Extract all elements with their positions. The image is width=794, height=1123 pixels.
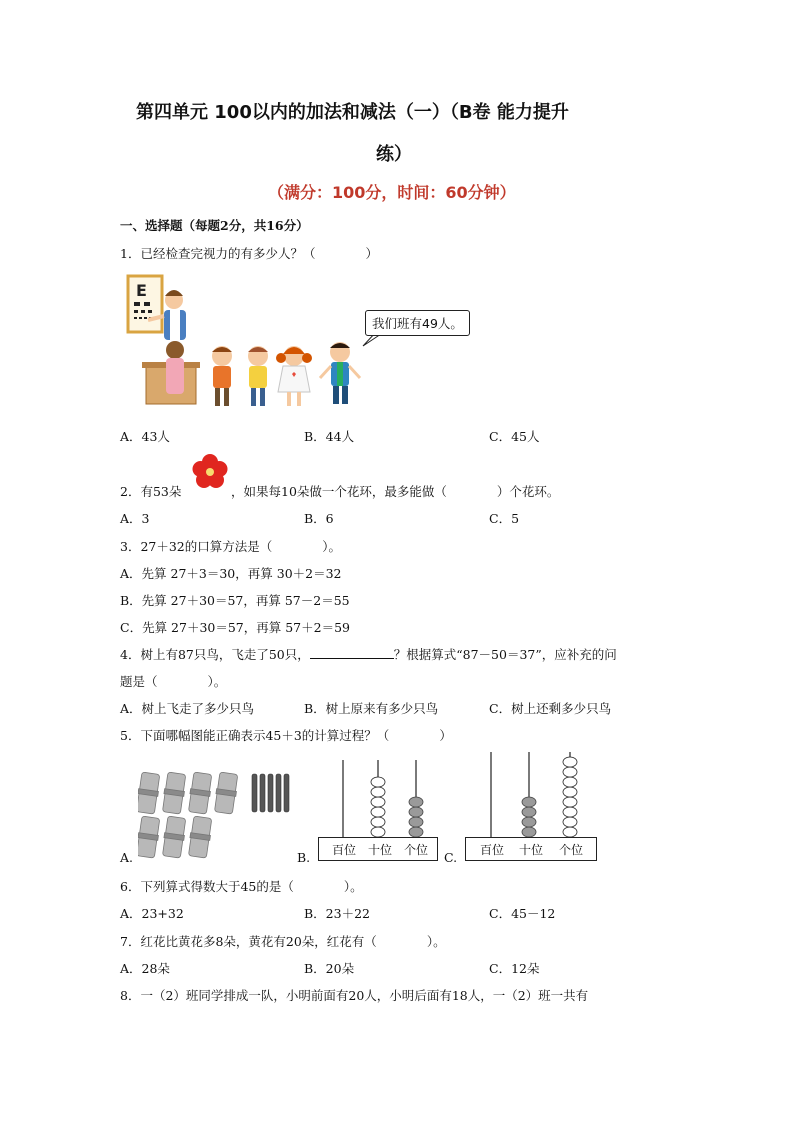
abacus-b-label-ones: 个位 (404, 843, 429, 857)
q2-option-a[interactable]: A．3 (120, 511, 150, 526)
abacus-c-label-hundreds: 百位 (480, 843, 505, 857)
eye-chart (128, 276, 162, 332)
abacus-b-label-tens: 十位 (368, 843, 393, 857)
q5-option-a[interactable]: A. (120, 850, 134, 865)
stick-bundles-illustration (138, 768, 298, 864)
child-figure-2 (248, 346, 268, 406)
q2-option-c[interactable]: C．5 (489, 511, 520, 526)
page-title-line2: 练） (376, 144, 412, 165)
answer-blank[interactable] (310, 648, 394, 659)
q1-option-c[interactable]: C．45人 (489, 429, 540, 444)
question-4-stem-start: 4．树上有87只鸟，飞走了50只， (120, 647, 310, 662)
exam-info: （满分：100分，时间：60分钟） (268, 183, 516, 202)
question-5-stem: 5．下面哪幅图能正确表示45＋3的计算过程？（ ） (120, 728, 452, 743)
q2-option-b[interactable]: B．6 (304, 511, 334, 526)
question-2-stem-start: 2．有53朵 (120, 484, 182, 499)
question-3-stem: 3．27＋32的口算方法是（ ）。 (120, 539, 342, 554)
q1-option-a[interactable]: A．43人 (120, 429, 170, 444)
q3-option-b[interactable]: B．先算 27＋30＝57，再算 57－2＝55 (120, 593, 350, 608)
q5-option-c[interactable]: C. (444, 850, 458, 865)
q3-option-a[interactable]: A．先算 27＋3＝30，再算 30＋2＝32 (120, 566, 342, 581)
child-figure-1 (212, 346, 232, 406)
q7-option-c[interactable]: C．12朵 (489, 961, 540, 976)
abacus-c-label-tens: 十位 (519, 843, 544, 857)
q5-option-b[interactable]: B. (297, 850, 311, 865)
speech-bubble: 我们班有49人。 (365, 310, 470, 336)
question-4-stem-end: ？根据算式“87－50＝37”，应补充的问 (393, 647, 617, 662)
eye-chart-sign: E (136, 281, 147, 300)
abacus-b-label-box (318, 837, 438, 861)
eye-test-illustration (118, 270, 498, 412)
question-2-stem-end: ，如果每10朵做一个花环，最多能做（ ）个花环。 (231, 484, 560, 499)
q4-option-a[interactable]: A．树上飞走了多少只鸟 (120, 701, 255, 716)
q4-option-b[interactable]: B．树上原来有多少只鸟 (304, 701, 439, 716)
desk-child-figure (142, 341, 200, 404)
q3-option-c[interactable]: C．先算 27＋30＝57，再算 57＋2＝59 (120, 620, 350, 635)
q6-option-c[interactable]: C．45－12 (489, 906, 556, 921)
page-title-line1: 第四单元 100以内的加法和减法（一）（B卷 能力提升 (136, 102, 569, 123)
q4-option-c[interactable]: C．树上还剩多少只鸟 (489, 701, 612, 716)
child-figure-3 (276, 346, 312, 406)
question-6-stem: 6．下列算式得数大于45的是（ ）。 (120, 879, 363, 894)
child-figure-4 (320, 342, 360, 404)
abacus-b-label-hundreds: 百位 (332, 843, 357, 857)
q1-option-b[interactable]: B．44人 (304, 429, 355, 444)
question-8-stem: 8．一（2）班同学排成一队，小明前面有20人，小明后面有18人，一（2）班一共有 (120, 988, 589, 1003)
question-4-stem-line2: 题是（ ）。 (120, 674, 227, 689)
question-4-stem (120, 645, 617, 663)
abacus-c-illustration (463, 748, 603, 838)
q7-option-a[interactable]: A．28朵 (120, 961, 170, 976)
abacus-c-label-ones: 个位 (559, 843, 584, 857)
flower-icon (190, 452, 230, 492)
q7-option-b[interactable]: B．20朵 (304, 961, 355, 976)
abacus-c-label-box (465, 837, 597, 861)
question-1-stem: 1．已经检查完视力的有多少人？（ ） (120, 246, 378, 261)
q6-option-b[interactable]: B．23＋22 (304, 906, 370, 921)
q6-option-a[interactable]: A．23+32 (120, 906, 184, 921)
abacus-b-illustration (318, 756, 448, 838)
section-heading: 一、选择题（每题2分，共16分） (120, 218, 309, 233)
question-7-stem: 7．红花比黄花多8朵，黄花有20朵，红花有（ ）。 (120, 934, 446, 949)
